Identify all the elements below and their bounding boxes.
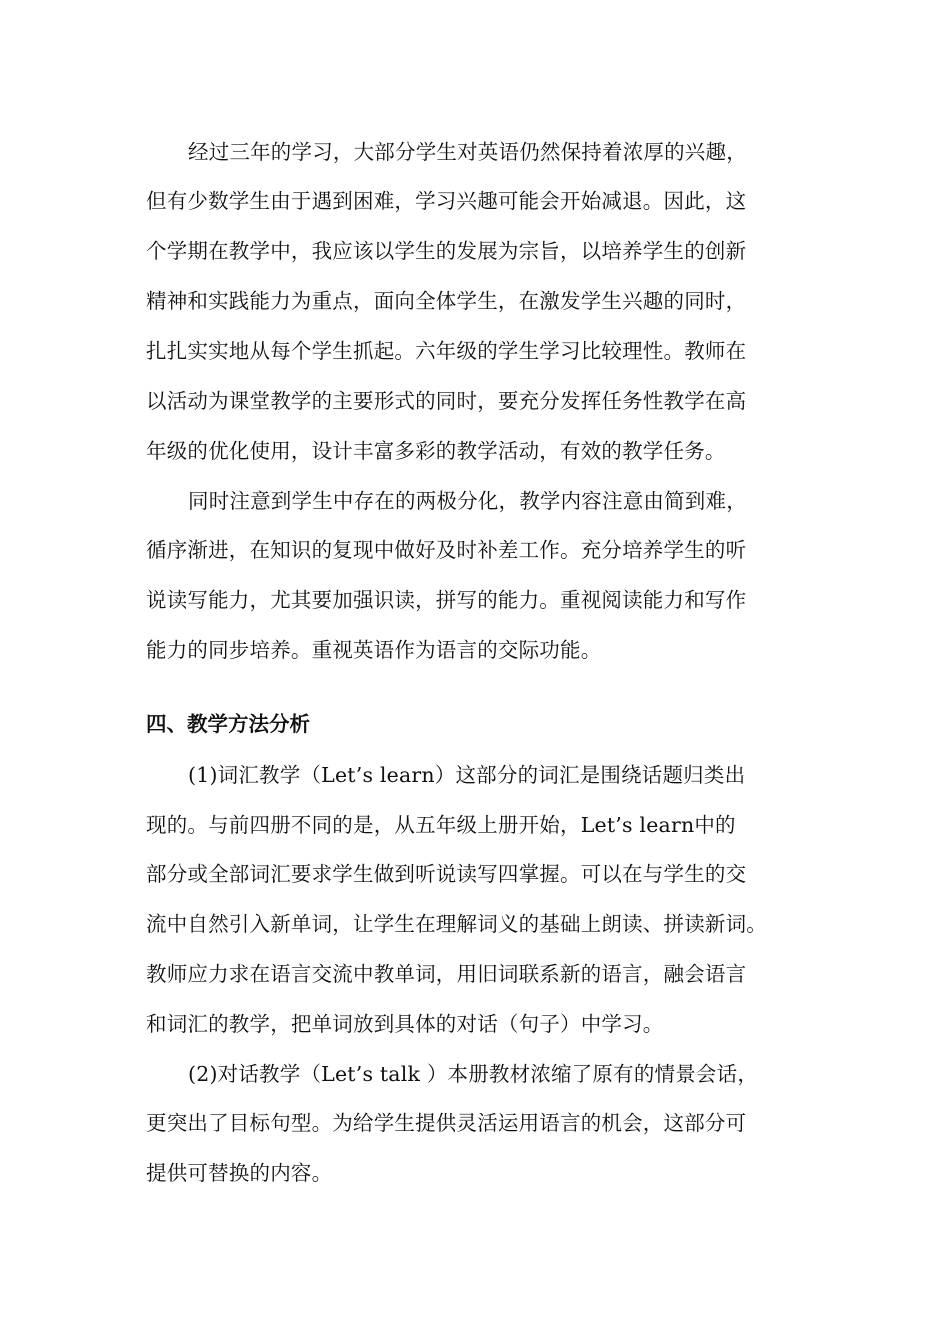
paragraph-1-line-1: 经过三年的学习，大部分学生对英语仍然保持着浓厚的兴趣， — [188, 140, 747, 164]
paragraph-1-line-3: 个学期在教学中，我应该以学生的发展为宗旨，以培养学生的创新 — [146, 239, 747, 263]
paragraph-2-line-4: 能力的同步培养。重视英语作为语言的交际功能。 — [146, 638, 602, 662]
paragraph-3-line-2: 现的。与前四册不同的是，从五年级上册开始，Let’s learn中的 — [146, 813, 736, 837]
paragraph-2-line-2: 循序渐进，在知识的复现中做好及时补差工作。充分培养学生的听 — [146, 538, 747, 562]
paragraph-3-line-6: 和词汇的教学，把单词放到具体的对话（句子）中学习。 — [146, 1012, 664, 1036]
paragraph-1-line-5: 扎扎实实地从每个学生抓起。六年级的学生学习比较理性。教师在 — [146, 339, 747, 363]
paragraph-2-line-3: 说读写能力，尤其要加强识读，拼写的能力。重视阅读能力和写作 — [146, 588, 747, 612]
paragraph-1-line-4: 精神和实践能力为重点，面向全体学生，在激发学生兴趣的同时， — [146, 289, 747, 313]
section-heading: 四、教学方法分析 — [146, 712, 310, 736]
paragraph-3-line-4: 流中自然引入新单词，让学生在理解词义的基础上朗读、拼读新词。 — [146, 912, 767, 936]
paragraph-4-line-2: 更突出了目标句型。为给学生提供灵活运用语言的机会，这部分可 — [146, 1111, 747, 1135]
paragraph-3-line-5: 教师应力求在语言交流中教单词，用旧词联系新的语言，融会语言 — [146, 962, 747, 986]
paragraph-4-line-1: (2)对话教学（Let’s talk ）本册教材浓缩了原有的情景会话， — [188, 1062, 759, 1086]
paragraph-1-line-2: 但有少数学生由于遇到困难，学习兴趣可能会开始减退。因此，这 — [146, 189, 747, 213]
paragraph-4-line-3: 提供可替换的内容。 — [146, 1161, 333, 1185]
paragraph-2-line-1: 同时注意到学生中存在的两极分化，教学内容注意由简到难， — [188, 489, 747, 513]
paragraph-1-line-7: 年级的优化使用，设计丰富多彩的教学活动，有效的教学任务。 — [146, 439, 726, 463]
paragraph-3-line-3: 部分或全部词汇要求学生做到听说读写四掌握。可以在与学生的交 — [146, 862, 747, 886]
paragraph-3-line-1: (1)词汇教学（Let’s learn）这部分的词汇是围绕话题归类出 — [188, 763, 746, 787]
paragraph-1-line-6: 以活动为课堂教学的主要形式的同时，要充分发挥任务性教学在高 — [146, 389, 747, 413]
